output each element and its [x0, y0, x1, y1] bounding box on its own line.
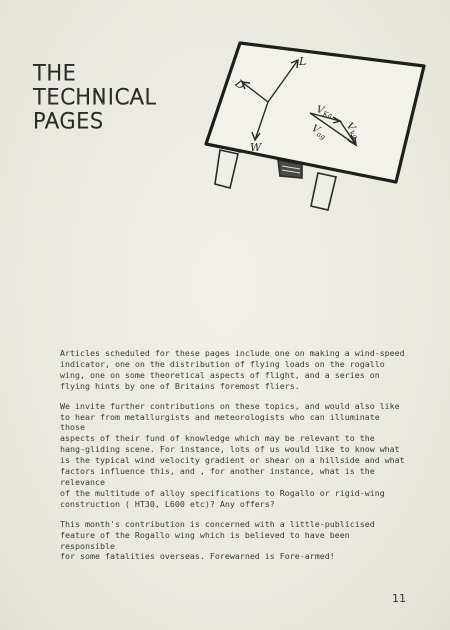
drag-label: D	[232, 76, 248, 93]
body-paragraph: This month's contribution is concerned with a little-publicised feature of the Rogallo wing which is believed to have been responsible for some fatalities overseas. Forewarned is Fore-armed!	[60, 518, 375, 562]
title-line: THE	[33, 61, 77, 85]
body-paragraph: Articles scheduled for these pages include one on making a wind-speed indicator, one on the distribution of flying loads on the rogallo wing, one on some theoretical aspects of flight, and a series on flying hints by one of Britains foremost fliers.	[60, 348, 405, 391]
vag-label: $V_{ag}$	[309, 123, 327, 142]
blackboard-illustration	[198, 30, 433, 220]
lift-label: L	[299, 55, 307, 68]
vka-label: $V_{Ka}$	[315, 104, 334, 120]
page-title	[33, 61, 157, 133]
weight-label: W	[250, 141, 262, 154]
page-number: 11	[392, 592, 406, 605]
vkg-label: $V_{kg}$	[343, 120, 360, 141]
title-line: TECHNICAL	[33, 85, 157, 109]
title-line: PAGES	[33, 109, 104, 133]
body-paragraph: We invite further contributions on these topics, and would also like to hear from metallurgists and meteorologists who can illuminate those aspects of their fund of knowledge which may be relevant to the hang-gliding scene. For instance, lots of us would like to know what is the typical wind velocity gradient or shear on a hillside and what factors influence this, and , for another instance, what is the relevance of the multitude of alloy specifications to Rogallo or rigid-wing construction ( HT30, L600 etc)? Any offers?	[60, 400, 405, 509]
article-body	[60, 348, 405, 571]
